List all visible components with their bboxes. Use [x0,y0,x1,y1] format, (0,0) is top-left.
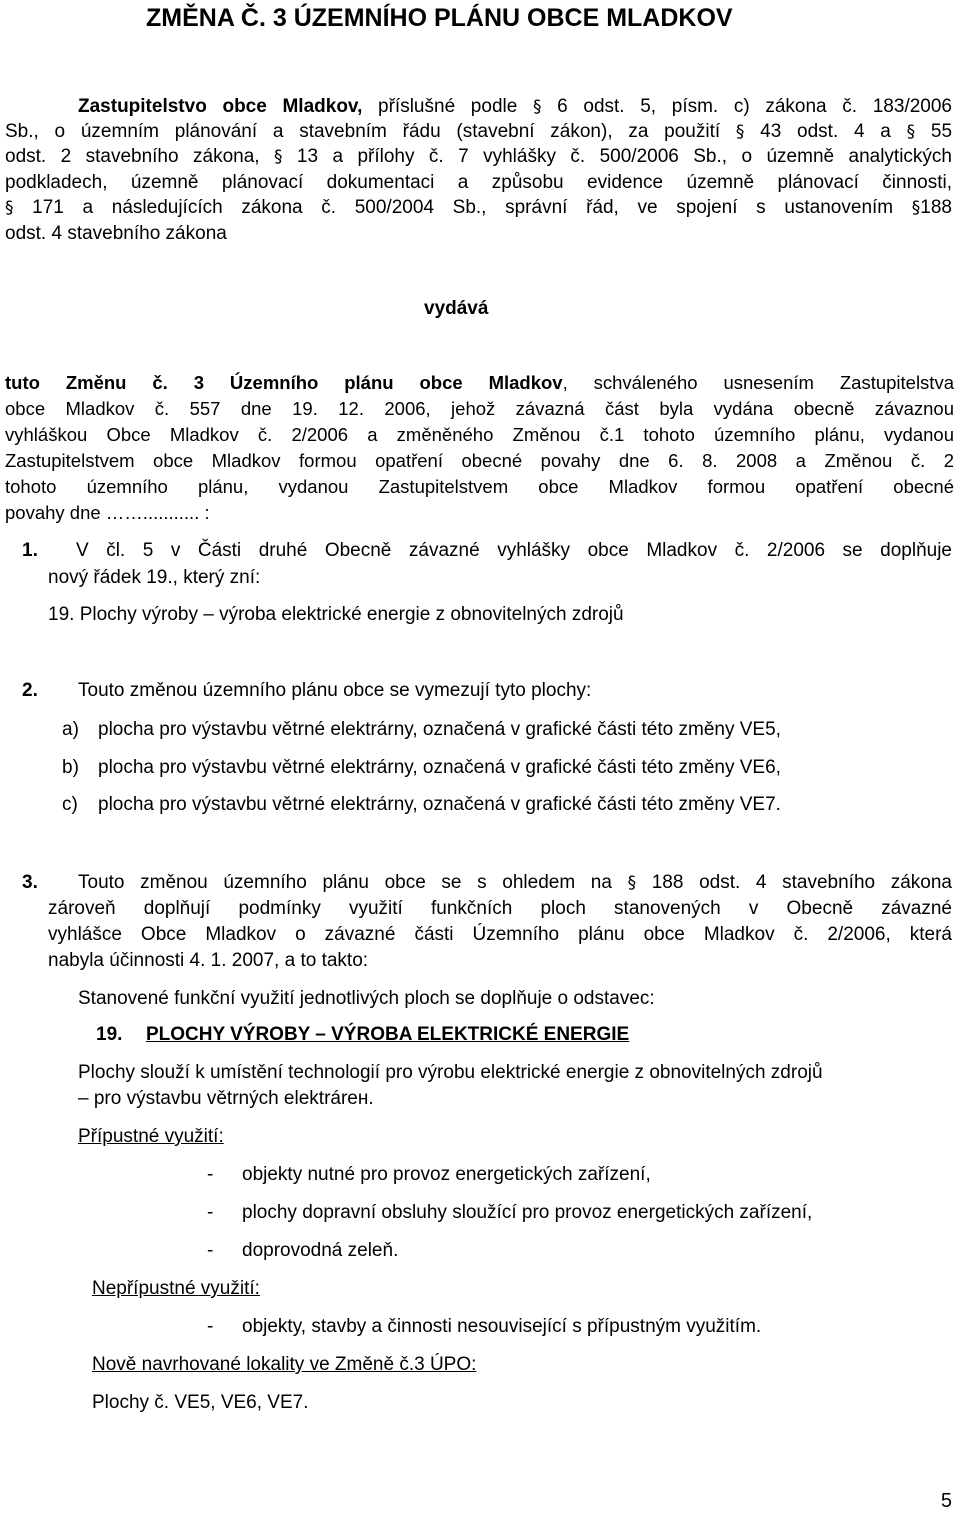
page-number: 5 [940,1490,952,1512]
intro-line-3: odst. 2 stavebního zákona, § 13 a přílohy č. 7 vyhlášky č. 500/2006 Sb., o územně analytických [5,146,952,167]
intro-line-5: § 171 a následujících zákona č. 500/2004 Sb., správní řád, ve spojení s ustanovením §188 [5,197,952,218]
list-item: objekty nutné pro provoz energetických zařízení, [242,1164,651,1185]
list-dash: - [207,1164,214,1185]
nepripustne-label: Nepřípustné využití: [92,1278,260,1299]
section-sign: § [273,147,283,167]
vydava-heading: vydává [424,298,489,319]
list-label: a) [62,719,79,740]
item-1-line-2: nový řádek 19., který zní: [48,567,261,588]
intro-line-4: podkladech, územně plánovací dokumentaci a způsobu evidence územně plánovací činnosti, [5,172,952,193]
pripustne-label: Přípustné využití: [78,1126,224,1147]
item-1-line-1: V čl. 5 v Části druhé Obecně závazné vyhlášky obce Mladkov č. 2/2006 se doplňuje [76,540,952,561]
subsection-number: 19. [96,1024,123,1045]
page-title: ZMĚNA Č. 3 ÚZEMNÍHO PLÁNU OBCE MLADKOV [146,4,733,32]
purpose-line-2: – pro výstavbu větrných elektrárен. [78,1088,374,1109]
nove-lokality-label: Nově navrhované lokality ve Změně č.3 ÚPO: [92,1354,477,1375]
purpose-line-1: Plochy slouží k umístění technologií pro výrobu elektrické energie z obnovitelných zdrojů [78,1062,823,1083]
decl-line-2: obce Mladkov č. 557 dne 19. 12. 2006, jehož závazná část byla vydána obecně závaznou [5,398,954,419]
intro-line-1: Zastupitelstvo obce Mladkov, příslušné podle § 6 odst. 5, písm. c) zákona č. 183/2006 [78,96,952,117]
item-number: 1. [22,540,38,561]
section-sign: § [906,122,916,142]
list-item: objekty, stavby a činnosti nesouvisející s přípustným využitím. [242,1316,762,1337]
decl-line-4: Zastupitelstvem obce Mladkov formou opatření obecné povahy dne 6. 8. 2008 a Změnou č. 2 [5,450,954,471]
item-number: 3. [22,872,38,893]
section-sign: § [5,198,14,218]
decl-line-6: povahy dne ……........... : [5,502,210,523]
list-label: b) [62,757,79,778]
plochy-list: Plochy č. VE5, VE6, VE7. [92,1392,309,1413]
list-item: plocha pro výstavbu větrné elektrárny, označená v grafické části této změny VE6, [98,757,781,778]
intro-line-6: odst. 4 stavebního zákona [5,223,227,244]
list-dash: - [207,1240,214,1261]
section-sign: § [627,873,637,893]
item-3-line-3: vyhlášce Obce Mladkov o závazné části Územního plánu obce Mladkov č. 2/2006, která [48,924,952,945]
list-item: plochy dopravní obsluhy sloužící pro provoz energetických zařízení, [242,1202,813,1223]
list-item: doprovodná zeleň. [242,1240,399,1261]
list-dash: - [207,1316,214,1337]
list-dash: - [207,1202,214,1223]
intro-line-2: Sb., o územním plánování a stavebním řádu (stavební zákon), za použití § 43 odst. 4 a § 55 [5,121,953,142]
stanovene-text: Stanovené funkční využití jednotlivých ploch se doplňuje o odstavec: [78,988,655,1009]
item-number: 2. [22,680,38,701]
item-3-line-4: nabyla účinnosti 4. 1. 2007, a to takto: [48,950,369,971]
list-label: c) [62,794,78,815]
subsection-heading: PLOCHY VÝROBY – VÝROBA ELEKTRICKÉ ENERGIE [146,1024,630,1045]
item-3-line-1: Touto změnou územního plánu obce se s ohledem na § 188 odst. 4 stavebního zákona [78,872,952,893]
decl-line-5: tohoto územního plánu, vydanou Zastupitelstvem obce Mladkov formou opatření obecné [5,476,954,497]
section-sign: § [735,122,745,142]
list-item: plocha pro výstavbu větrné elektrárny, označená v grafické části této změny VE5, [98,719,781,740]
list-item: plocha pro výstavbu větrné elektrárny, označená v grafické části této změny VE7. [98,794,781,815]
decl-line-1: tuto Změnu č. 3 Územního plánu obce Mladkov, schváleného usnesením Zastupitelstva [5,372,954,393]
section-sign: § [911,198,921,218]
item-2-text: Touto změnou územního plánu obce se vymezují tyto plochy: [78,680,592,701]
section-sign: § [532,97,542,117]
item-1-subline: 19. Plochy výroby – výroba elektrické energie z obnovitelných zdrojů [48,604,624,625]
decl-line-3: vyhláškou Obce Mladkov č. 2/2006 a změněného Změnou č.1 tohoto územního plánu, vydanou [5,424,954,445]
item-3-line-2: zároveň doplňují podmínky využití funkčních ploch stanovených v Obecně závazné [48,898,952,919]
